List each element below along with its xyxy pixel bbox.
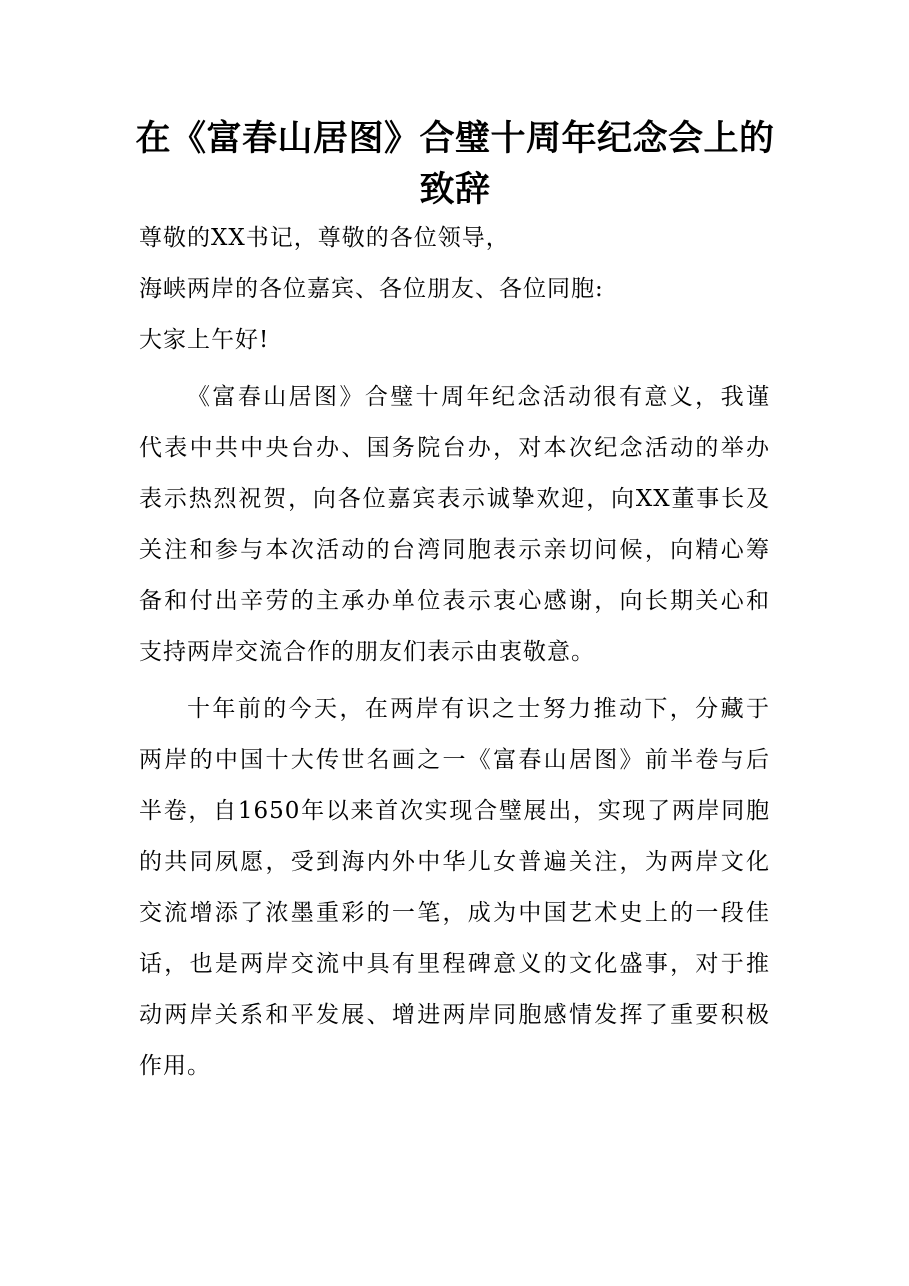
document-body [139, 213, 770, 1092]
paragraph-line: 半卷，自1650年以来首次实现合璧展出，实现了两岸同胞 [139, 798, 770, 824]
paragraph-1 [139, 372, 770, 678]
document-title [120, 113, 790, 215]
paragraph-line: 《富春山居图》合璧十周年纪念活动很有意义，我谨 [187, 384, 770, 410]
paragraph-line: 动两岸关系和平发展、增进两岸同胞感情发挥了重要积极 [139, 1002, 770, 1028]
salutation-line: 海峡两岸的各位嘉宾、各位朋友、各位同胞: [139, 276, 604, 302]
paragraph-line: 交流增添了浓墨重彩的一笔，成为中国艺术史上的一段佳 [139, 900, 770, 926]
paragraph-line: 十年前的今天，在两岸有识之士努力推动下，分藏于 [187, 696, 770, 722]
paragraph-line: 代表中共中央台办、国务院台办，对本次纪念活动的举办 [139, 435, 770, 461]
paragraph-line: 两岸的中国十大传世名画之一《富春山居图》前半卷与后 [139, 747, 770, 773]
title-line-2: 致辞 [419, 169, 491, 210]
paragraph-line: 表示热烈祝贺，向各位嘉宾表示诚挚欢迎，向XX董事长及 [139, 486, 770, 512]
paragraph-line: 关注和参与本次活动的台湾同胞表示亲切问候，向精心筹 [139, 537, 770, 563]
paragraph-line: 支持两岸交流合作的朋友们表示由衷敬意。 [139, 639, 595, 665]
paragraph-2 [139, 684, 770, 1092]
paragraph-line: 的共同夙愿，受到海内外中华儿女普遍关注，为两岸文化 [139, 849, 770, 875]
title-line-1: 在《富春山居图》合璧十周年纪念会上的 [135, 118, 775, 159]
paragraph-line: 作用。 [139, 1053, 211, 1079]
paragraph-line: 备和付出辛劳的主承办单位表示衷心感谢，向长期关心和 [139, 588, 770, 614]
paragraph-line: 话，也是两岸交流中具有里程碑意义的文化盛事，对于推 [139, 951, 770, 977]
greeting-line: 大家上午好! [139, 327, 270, 353]
salutation-line: 尊敬的XX书记，尊敬的各位领导， [139, 225, 510, 251]
